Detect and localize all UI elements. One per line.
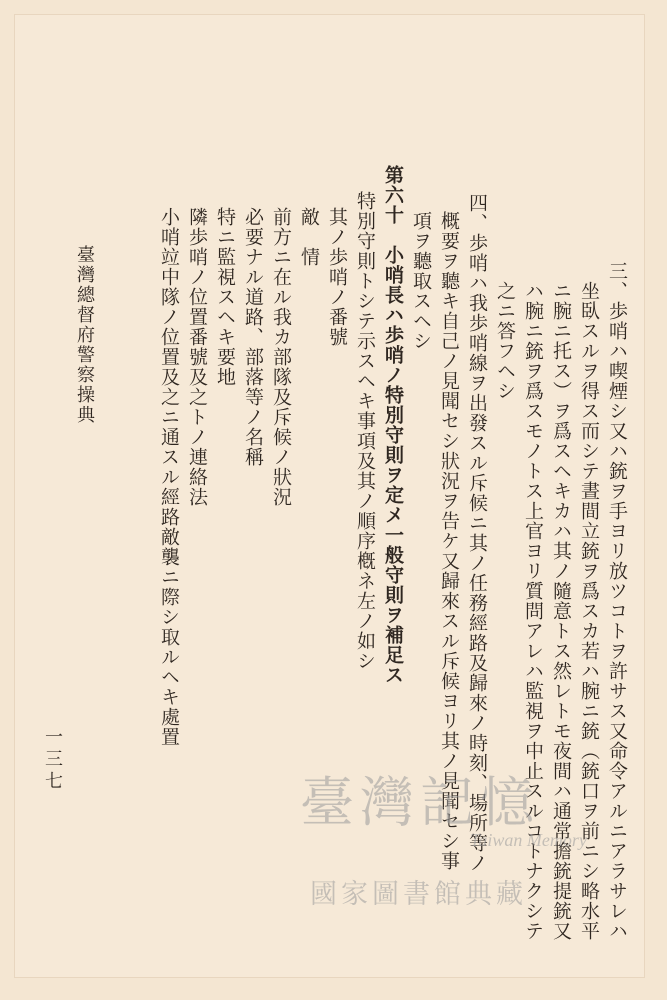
text-column-7: 概要ヲ聽キ自己ノ見聞セシ狀況ヲ告ケ又歸來スル斥候ヨリ其ノ見聞セシ事 — [438, 211, 460, 871]
text-column-2: 坐臥スルヲ得ス而シテ晝間立銃ヲ爲スカ若ハ腕ニ銃（銃口ヲ前ニシ略水平 — [578, 281, 600, 941]
list-item-2: 敵 情 — [298, 207, 320, 267]
text-column-3: ニ腕ニ托ス）ヲ爲スヘキカハ其ノ隨意トス然レトモ夜間ハ通常擔銃提銃又 — [550, 281, 572, 941]
page-number: 一三七 — [42, 727, 63, 793]
watermark-main-text: 臺灣記憶 — [300, 771, 540, 834]
list-item-3: 前方ニ在ル我カ部隊及斥候ノ狀況 — [270, 207, 292, 507]
list-item-6: 隣歩哨ノ位置番號及之トノ連絡法 — [186, 207, 208, 507]
list-item-5: 特ニ監視スヘキ要地 — [214, 207, 236, 387]
section-60-heading: 第六十 小哨長ハ歩哨ノ特別守則ヲ定メ一般守則ヲ補足ス — [382, 165, 404, 685]
watermark-english-text: Taiwan Memory — [470, 830, 587, 850]
text-column-1: 三、歩哨ハ喫煙シ又ハ銃ヲ手ヨリ放ツコトヲ許サス又命令アルニアラサレハ — [606, 261, 628, 941]
book-title: 臺灣總督府警察操典 — [74, 245, 95, 425]
list-item-4: 必要ナル道路、部落等ノ名稱 — [242, 207, 264, 467]
text-column-5: 之ニ答フヘシ — [494, 281, 516, 401]
text-column-8: 項ヲ聽取スヘシ — [410, 211, 432, 351]
taiwan-memory-watermark — [300, 760, 630, 920]
text-column-10: 特別守則トシテ示スヘキ事項及其ノ順序槪ネ左ノ如シ — [354, 191, 376, 671]
watermark-org-text: 國家圖書館典藏 — [310, 879, 527, 910]
list-item-7: 小哨竝中隊ノ位置及之ニ通スル經路敵襲ニ際シ取ルヘキ處置 — [158, 207, 180, 747]
text-column-4: ハ腕ニ銃ヲ爲スモノトス上官ヨリ質問アレハ監視ヲ中止スルコトナクシテ — [522, 281, 544, 941]
text-column-6: 四、歩哨ハ我歩哨線ヲ出發スル斥候ニ其ノ任務經路及歸來ノ時刻、場所等ノ — [466, 193, 488, 873]
list-item-1: 其ノ歩哨ノ番號 — [326, 207, 348, 347]
